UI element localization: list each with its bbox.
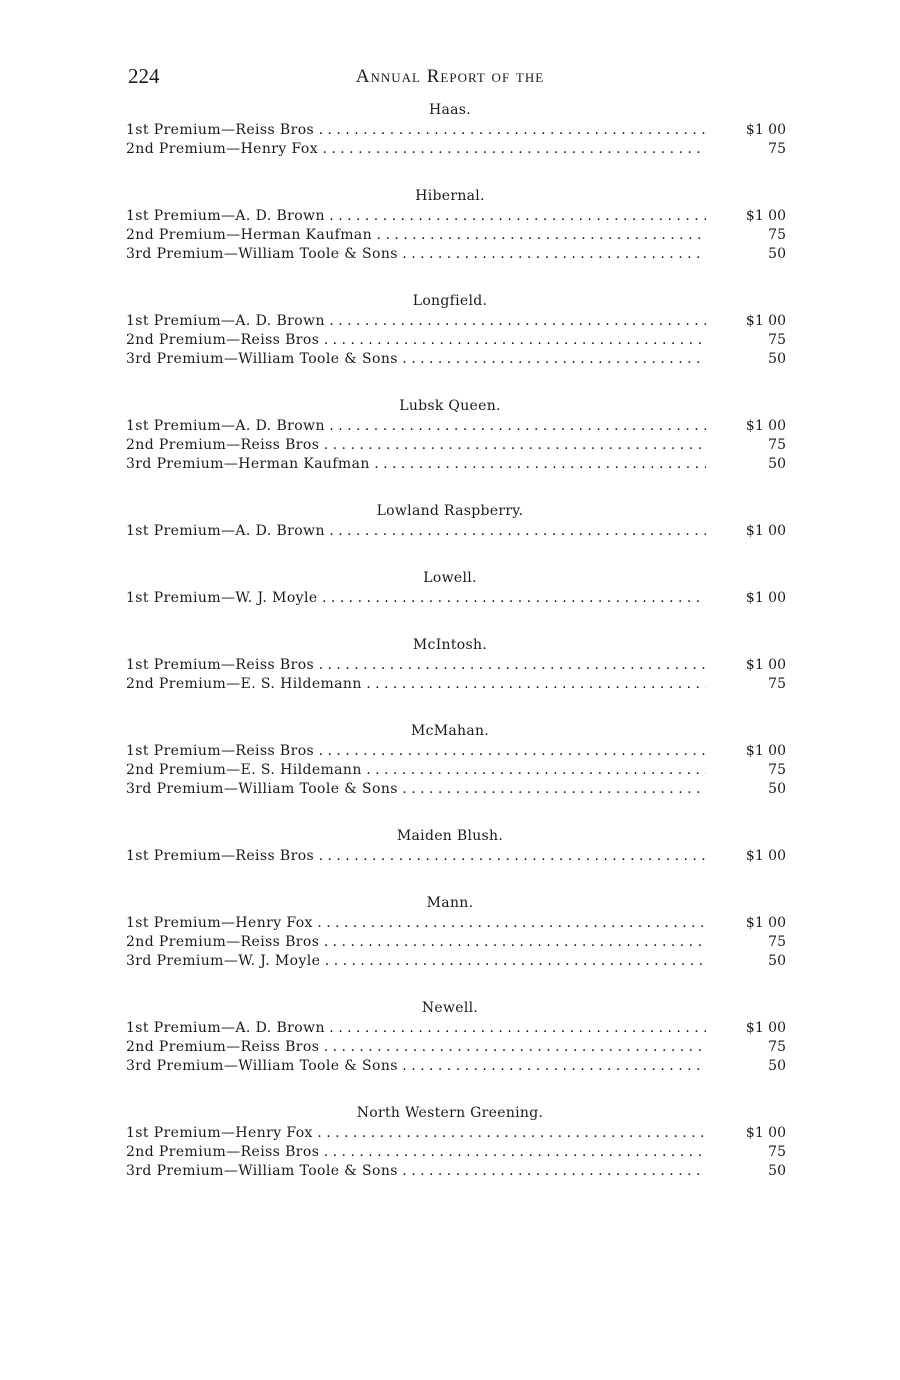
premium-entry (126, 780, 786, 799)
premium-amount: $1 00 (745, 313, 786, 329)
premium-award: 3rd Premium—William Toole & Sons . . . (126, 245, 706, 264)
premium-amount: 75 (768, 676, 786, 692)
variety-title: Longfield. (412, 293, 488, 309)
premium-entry (126, 589, 786, 608)
variety-section (0, 1103, 900, 1181)
page-header (0, 64, 900, 94)
premium-entry (126, 522, 786, 541)
premium-amount: 50 (768, 246, 786, 262)
premium-amount: 75 (768, 141, 786, 157)
premium-entry (126, 436, 786, 455)
premium-award: 1st Premium—Reiss Bros . . . (126, 121, 706, 140)
variety-title: Maiden Blush. (396, 828, 504, 844)
premium-entry (126, 675, 786, 694)
premium-award: 3rd Premium—William Toole & Sons . . . (126, 1162, 706, 1181)
premium-award: 2nd Premium—E. S. Hildemann . . . (126, 675, 706, 694)
premium-entry (126, 952, 786, 971)
premium-entry (126, 742, 786, 761)
variety-section (0, 186, 900, 264)
premium-award: 1st Premium—A. D. Brown . . . (126, 522, 706, 541)
variety-title: North Western Greening. (356, 1105, 544, 1121)
premium-entry (126, 1143, 786, 1162)
variety-section (0, 568, 900, 608)
variety-title: Hibernal. (415, 188, 485, 204)
premium-award: 2nd Premium—Reiss Bros . . . (126, 331, 706, 350)
premium-amount: 50 (768, 1163, 786, 1179)
premium-entry (126, 1019, 786, 1038)
premium-entry (126, 350, 786, 369)
premium-amount: $1 00 (745, 1125, 786, 1141)
variety-section (0, 100, 900, 159)
premium-entry (126, 933, 786, 952)
premium-entry (126, 847, 786, 866)
variety-title: Lowell. (423, 570, 477, 586)
variety-section (0, 826, 900, 866)
premium-entry (126, 207, 786, 226)
premium-award: 2nd Premium—Reiss Bros . . . (126, 1143, 706, 1162)
premium-award: 1st Premium—A. D. Brown . . . (126, 312, 706, 331)
premium-amount: $1 00 (745, 848, 786, 864)
premium-entry (126, 455, 786, 474)
premium-entry (126, 226, 786, 245)
variety-section (0, 998, 900, 1076)
variety-title: McMahan. (410, 723, 490, 739)
variety-section (0, 635, 900, 694)
premium-award: 1st Premium—W. J. Moyle . . . (126, 589, 706, 608)
premium-award: 2nd Premium—Herman Kaufman . . . (126, 226, 706, 245)
premium-entry (126, 245, 786, 264)
premium-amount: $1 00 (745, 1020, 786, 1036)
premium-amount: $1 00 (745, 208, 786, 224)
premium-amount: 75 (768, 227, 786, 243)
variety-title: Haas. (428, 102, 472, 118)
premium-amount: 75 (768, 332, 786, 348)
running-head: Annual Report of the (355, 66, 545, 87)
premium-award: 1st Premium—Reiss Bros . . . (126, 742, 706, 761)
premium-amount: 75 (768, 934, 786, 950)
premium-award: 3rd Premium—William Toole & Sons . . . (126, 350, 706, 369)
premium-award: 1st Premium—A. D. Brown . . . (126, 417, 706, 436)
premium-entry (126, 1124, 786, 1143)
premium-award: 3rd Premium—William Toole & Sons . . . (126, 780, 706, 799)
premium-amount: $1 00 (745, 523, 786, 539)
premium-entry (126, 331, 786, 350)
premium-amount: 50 (768, 351, 786, 367)
premium-amount: 50 (768, 781, 786, 797)
premium-amount: 75 (768, 762, 786, 778)
premium-entry (126, 121, 786, 140)
premium-amount: $1 00 (745, 590, 786, 606)
premium-entry (126, 140, 786, 159)
premium-award: 3rd Premium—Herman Kaufman . . . (126, 455, 706, 474)
premium-award: 1st Premium—A. D. Brown . . . (126, 207, 706, 226)
premium-award: 1st Premium—Henry Fox . . . (126, 914, 706, 933)
variety-section (0, 291, 900, 369)
variety-title: McIntosh. (412, 637, 488, 653)
premium-amount: 50 (768, 953, 786, 969)
premium-entry (126, 761, 786, 780)
premium-award: 3rd Premium—William Toole & Sons . . . (126, 1057, 706, 1076)
premium-award: 1st Premium—Reiss Bros . . . (126, 656, 706, 675)
premium-award: 2nd Premium—Reiss Bros . . . (126, 1038, 706, 1057)
premium-entry (126, 1038, 786, 1057)
variety-title: Lubsk Queen. (399, 398, 501, 414)
premium-amount: 75 (768, 437, 786, 453)
variety-section (0, 396, 900, 474)
premium-amount: 75 (768, 1039, 786, 1055)
premium-award: 3rd Premium—W. J. Moyle . . . (126, 952, 706, 971)
premium-amount: 50 (768, 456, 786, 472)
premium-entry (126, 656, 786, 675)
variety-title: Lowland Raspberry. (376, 503, 524, 519)
premium-award: 2nd Premium—Reiss Bros . . . (126, 933, 706, 952)
premium-amount: $1 00 (745, 915, 786, 931)
variety-section (0, 721, 900, 799)
premium-amount: 50 (768, 1058, 786, 1074)
variety-section (0, 893, 900, 971)
premium-entry (126, 312, 786, 331)
page-number: 224 (128, 64, 160, 88)
variety-title: Mann. (426, 895, 474, 911)
premium-award: 1st Premium—Reiss Bros . . . (126, 847, 706, 866)
premium-award: 2nd Premium—Reiss Bros . . . (126, 436, 706, 455)
premium-award: 1st Premium—Henry Fox . . . (126, 1124, 706, 1143)
premium-amount: 75 (768, 1144, 786, 1160)
premium-award: 1st Premium—A. D. Brown . . . (126, 1019, 706, 1038)
variety-section (0, 501, 900, 541)
premium-entry (126, 1162, 786, 1181)
premium-entry (126, 914, 786, 933)
premium-award: 2nd Premium—E. S. Hildemann . . . (126, 761, 706, 780)
premium-list (0, 100, 900, 1208)
premium-entry (126, 417, 786, 436)
premium-amount: $1 00 (745, 122, 786, 138)
premium-award: 2nd Premium—Henry Fox . . . (126, 140, 706, 159)
premium-amount: $1 00 (745, 657, 786, 673)
premium-amount: $1 00 (745, 743, 786, 759)
variety-title: Newell. (421, 1000, 479, 1016)
premium-entry (126, 1057, 786, 1076)
premium-amount: $1 00 (745, 418, 786, 434)
